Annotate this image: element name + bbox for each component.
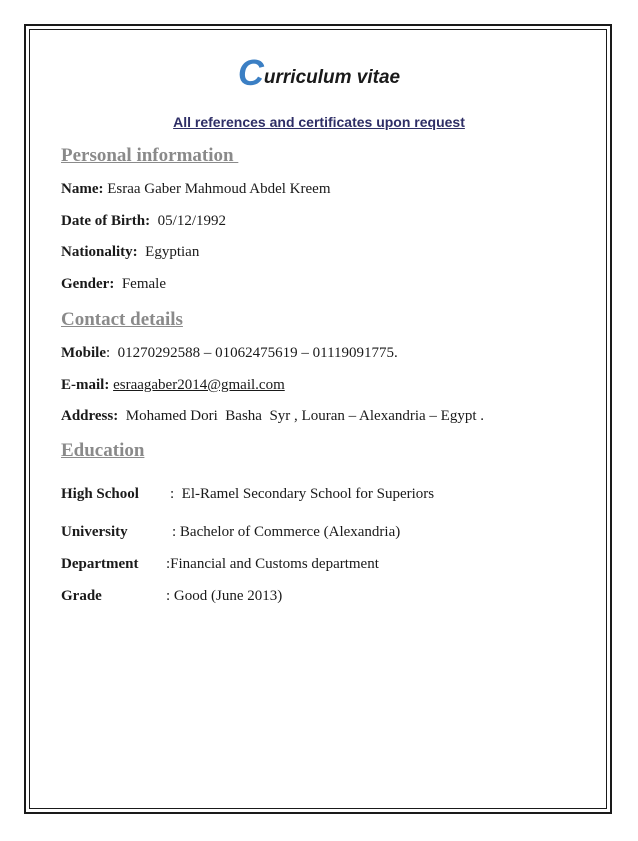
name-value: Esraa Gaber Mahmoud Abdel Kreem xyxy=(103,181,331,197)
personal-info-heading: Personal information xyxy=(61,145,239,166)
references-note: All references and certificates upon request xyxy=(173,114,465,130)
education-row-label: Grade xyxy=(61,588,102,604)
gender-line xyxy=(61,276,166,293)
nationality-value: Egyptian xyxy=(137,244,200,260)
education-row-value: :Financial and Customs department xyxy=(166,556,379,572)
gender-value: Female xyxy=(114,276,166,292)
education-row-value: : Bachelor of Commerce (Alexandria) xyxy=(172,524,401,540)
dob-label: Date of Birth: xyxy=(61,213,151,229)
mobile-line xyxy=(61,345,398,362)
education-row-value: : El-Ramel Secondary School for Superiors xyxy=(170,486,435,502)
education-heading: Education xyxy=(61,440,145,461)
mobile-label: Mobile xyxy=(61,345,106,361)
title-initial: C xyxy=(237,52,264,93)
education-row-label: High School xyxy=(61,486,139,502)
email-label: E-mail: xyxy=(61,377,110,393)
dob-line xyxy=(61,213,226,230)
dob-value: 05/12/1992 xyxy=(150,213,226,229)
name-line xyxy=(61,181,331,198)
document-title xyxy=(0,52,638,94)
email-link[interactable]: esraagaber2014@gmail.com xyxy=(113,377,285,393)
name-label: Name: xyxy=(61,181,104,197)
address-value: Mohamed Dori Basha Syr , Louran – Alexandria – Egypt . xyxy=(118,408,484,424)
education-row-value: : Good (June 2013) xyxy=(166,588,283,604)
address-label: Address: xyxy=(61,408,119,424)
nationality-line xyxy=(61,244,199,261)
email-line xyxy=(61,377,285,394)
education-row-label: University xyxy=(61,524,128,540)
nationality-label: Nationality: xyxy=(61,244,138,260)
education-row-label: Department xyxy=(61,556,139,572)
address-line xyxy=(61,408,484,425)
contact-details-heading: Contact details xyxy=(61,309,183,330)
title-rest: urriculum vitae xyxy=(263,67,401,88)
gender-label: Gender: xyxy=(61,276,115,292)
mobile-value: : 01270292588 – 01062475619 – 01119091775. xyxy=(106,345,398,361)
